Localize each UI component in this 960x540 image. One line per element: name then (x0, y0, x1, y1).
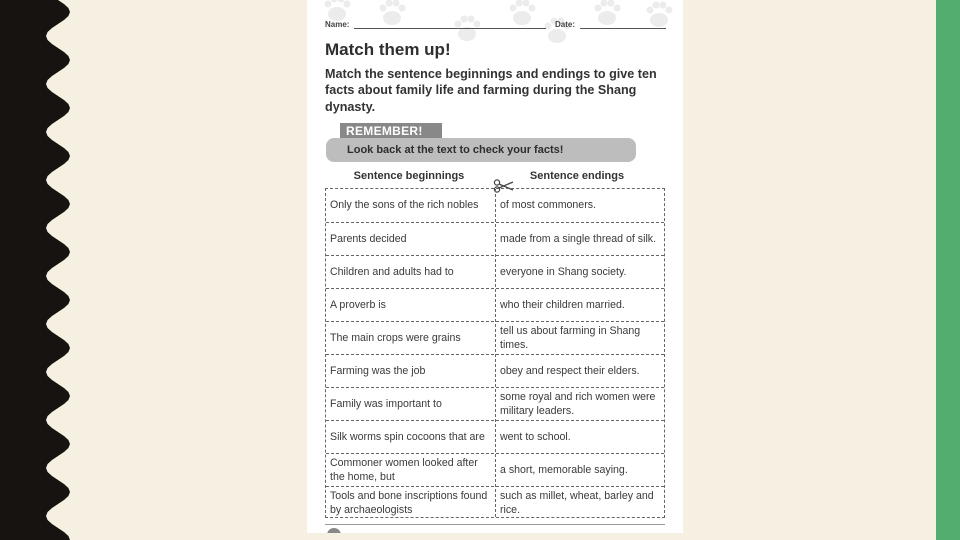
name-label: Name: (325, 20, 350, 29)
sentence-ending-card[interactable]: some royal and rich women were military leaders. (500, 391, 656, 417)
footer-line (325, 524, 665, 525)
table-row (326, 453, 664, 486)
remember-note: Look back at the text to check your facts! (326, 138, 636, 162)
sentence-ending-card[interactable]: tell us about farming in Shang times. (500, 325, 641, 351)
left-wavy-border (0, 0, 70, 540)
column-header-endings: Sentence endings (529, 170, 625, 182)
sentence-ending-card[interactable]: who their children married. (500, 298, 625, 311)
sentence-beginning-card[interactable]: Children and adults had to (330, 265, 454, 278)
table-row (326, 255, 664, 288)
table-row (326, 354, 664, 387)
sentence-beginning-card[interactable]: Commoner women looked after the home, but (330, 457, 478, 483)
sentence-beginning-card[interactable]: Only the sons of the rich nobles (330, 198, 479, 211)
table-row (326, 222, 664, 255)
sentence-beginning-card[interactable]: Parents decided (330, 232, 407, 245)
sentence-beginning-card[interactable]: Tools and bone inscriptions found by archaeologists (330, 490, 488, 516)
sentence-beginning-card[interactable]: Farming was the job (330, 364, 426, 377)
date-line (580, 28, 666, 29)
table-row (326, 387, 664, 420)
worksheet-title: Match them up! (325, 40, 451, 59)
table-row (326, 420, 664, 453)
sentence-beginning-card[interactable]: A proverb is (330, 298, 386, 311)
right-accent-band (936, 0, 960, 540)
column-header-beginnings: Sentence beginnings (353, 170, 465, 182)
matching-table (325, 188, 665, 518)
worksheet-page (307, 0, 683, 533)
table-row (326, 189, 664, 222)
sentence-beginning-card[interactable]: Silk worms spin cocoons that are (330, 430, 485, 443)
footer-logo (327, 528, 341, 533)
table-row (326, 486, 664, 519)
sentence-ending-card[interactable]: went to school. (500, 430, 571, 443)
sentence-ending-card[interactable]: such as millet, wheat, barley and rice. (500, 490, 654, 516)
sentence-beginning-card[interactable]: Family was important to (330, 397, 442, 410)
name-line (354, 28, 546, 29)
worksheet-instructions: Match the sentence beginnings and endings to give ten facts about family life and farming during the Shang dynasty. (325, 67, 657, 114)
sentence-ending-card[interactable]: made from a single thread of silk. (500, 232, 657, 245)
sentence-ending-card[interactable]: obey and respect their elders. (500, 364, 640, 377)
table-row (326, 288, 664, 321)
sentence-ending-card[interactable]: a short, memorable saying. (500, 463, 628, 476)
table-row (326, 321, 664, 354)
sentence-beginning-card[interactable]: The main crops were grains (330, 331, 461, 344)
remember-tag: REMEMBER! (340, 123, 442, 140)
date-label: Date: (555, 20, 576, 29)
sentence-ending-card[interactable]: of most commoners. (500, 198, 596, 211)
sentence-ending-card[interactable]: everyone in Shang society. (500, 265, 627, 278)
